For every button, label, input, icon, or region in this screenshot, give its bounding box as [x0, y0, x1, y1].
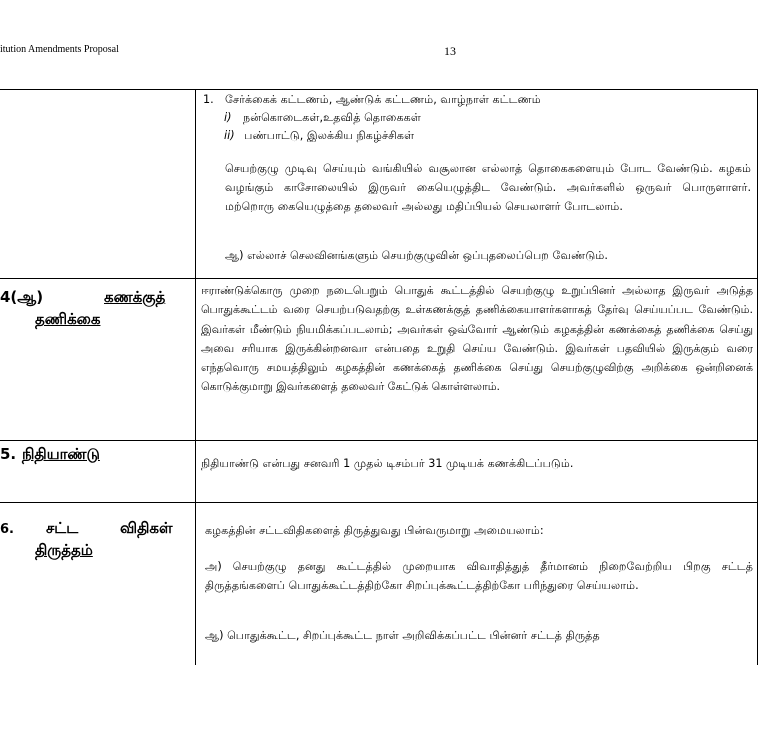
- row-divider: [0, 278, 758, 279]
- section-heading: சட்ட: [46, 519, 79, 537]
- amendments-table: [0, 89, 758, 665]
- paragraph: ஈராண்டுக்கொரு முறை நடைபெறும் பொதுக் கூட்டத்தில் செயற்குழு உறுப்பினர் அல்லாத இருவர் அடுத்த பொதுக்கூட்டம் வரை செயற்படுவதற்கு உள்கணக்குத் தணிக்கையாளர்களாகத் தேர்வு செய்யப்பட வேண்டும். இவர்கள் மீண்டும் நியமிக்கப்படலாம்; அவர்கள் ஒவ்வோர் ஆண்டும் கழகத்தின் கணக்கைத் தணிக்கை செய்து அவை சரியாக இருக்கின்றனவா என்பதை உறுதி செய்ய வேண்டும். இவர்கள் பதவியில் இருக்கும் வரை எந்தவொரு சமயத்திலும் கழகத்தின் கணக்கைத் தணிக்கை செய்து செயற்குழுவிற்கு அறிக்கை ஒன்றினைக் கொடுக்குமாறு இவர்களைத் தலைவர் கேட்டுக் கொள்ளலாம்.: [201, 284, 753, 394]
- section-number: 6.: [0, 522, 14, 537]
- paragraph: ஆ) பொதுக்கூட்ட, சிறப்புக்கூட்ட நாள் அறிவிக்கப்பட்ட பின்னர் சட்டத் திருத்த: [205, 629, 600, 642]
- row-divider: [0, 440, 758, 441]
- paragraph: ஆ) எல்லாச் செலவினங்களும் செயற்குழுவின் ஒப்புதலைப்பெற வேண்டும்.: [225, 249, 608, 262]
- section-number: 5.: [0, 445, 17, 463]
- section-heading: திருத்தம்: [35, 541, 93, 559]
- item-text: சேர்க்கைக் கட்டணம், ஆண்டுக் கட்டணம், வாழ்நாள் கட்டணம்: [225, 93, 541, 106]
- table-border-top: [0, 89, 758, 90]
- paragraph: செயற்குழு முடிவு செய்யும் வங்கியில் வசூலான எல்லாத் தொகைகளையும் போட வேண்டும். கழகம் வழங்கும் காசோலையில் இருவர் கையெழுத்திட வேண்டும். அவர்களில் ஒருவர் பொருளாளர். மற்றொரு கையெழுத்தை தலைவர் அல்லது மதிப்பியல் செயலாளர் போடலாம்.: [225, 162, 751, 213]
- sub-marker: ii): [224, 129, 235, 142]
- section-heading: நிதியாண்டு: [22, 445, 100, 463]
- document-title: itution Amendments Proposal: [0, 44, 119, 55]
- paragraph: அ) செயற்குழு தனது கூட்டத்தில் முறையாக விவாதித்துத் தீர்மானம் நிறைவேற்றிய பிறகு சட்டத் திருத்தங்களைப் பொதுக்கூட்டத்திற்கோ சிறப்புக்கூட்டத்திற்கோ பரிந்துரை செய்யலாம்.: [205, 560, 753, 592]
- section-number: 4(ஆ): [0, 288, 44, 306]
- section-heading: கணக்குத்: [104, 288, 166, 306]
- sub-item-text: நன்கொடைகள்,உதவித் தொகைகள்: [243, 111, 421, 124]
- item-number: 1.: [203, 93, 214, 106]
- sub-marker: i): [224, 111, 232, 124]
- page-number: 13: [444, 44, 456, 58]
- row-divider: [0, 502, 758, 503]
- section-heading: விதிகள்: [120, 519, 173, 537]
- section-heading: தணிக்கை: [35, 310, 101, 328]
- column-divider: [195, 89, 196, 665]
- paragraph: கழகத்தின் சட்டவிதிகளைத் திருத்துவது பின்வருமாறு அமையலாம்:: [205, 524, 544, 537]
- paragraph: நிதியாண்டு என்பது சனவரி 1 முதல் டிசம்பர் 31 முடியக் கணக்கிடப்படும்.: [201, 457, 574, 470]
- sub-item-text: பண்பாட்டு, இலக்கிய நிகழ்ச்சிகள்: [244, 129, 415, 142]
- table-border-right: [757, 89, 758, 665]
